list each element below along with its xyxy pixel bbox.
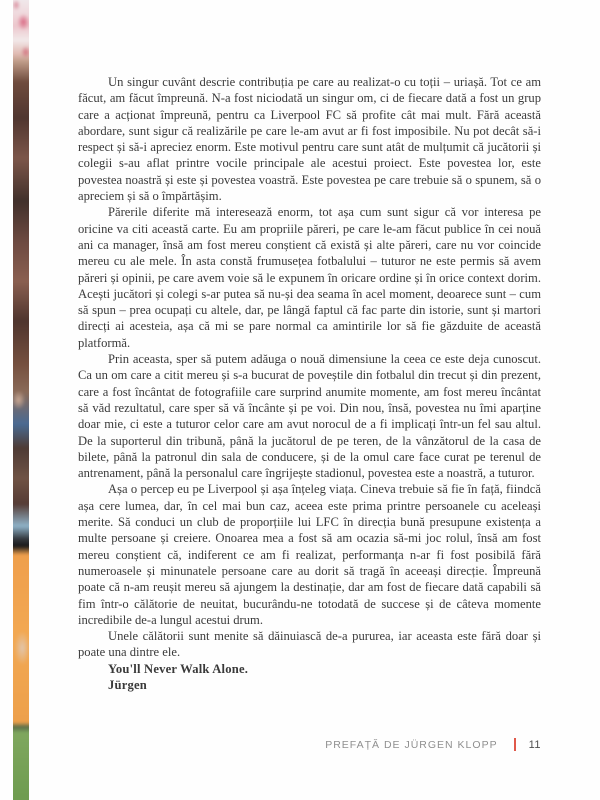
stadium-photo-strip-image bbox=[13, 0, 29, 800]
preface-paragraph-1: Un singur cuvânt descrie contribuția pe care au realizat-o cu toții – uriașă. Tot ce am făcut, am făcut împreună. N-a fost niciodată un singur om, ci de fiecare dată a fost un grup care a acționat împreună, pentru ca Liverpool FC să profite cât mai mult. Fără această abordare, sunt sigur că realizările pe care le-am avut ar fi fost imposibile. Nu pot decât să-i respect și să-i apreciez enorm. Este motivul pentru care sunt atât de mulțumit că jucătorii și colegii s-au aflat printre vocile principale ale acestui proiect. Este povestea lor, este povestea noastră și este și povestea voastră. Este povestea pe care trebuie să o spunem, să o apreciem și să o împărtășim. bbox=[78, 75, 541, 204]
page-footer bbox=[325, 738, 541, 751]
preface-paragraph-2: Părerile diferite mă interesează enorm, tot așa cum sunt sigur că vor interesa pe oricine va citi această carte. Eu am propriile păreri, pe care le-am făcut publice în cei nouă ani ca manager, însă am fost mereu conștient că există și alte păreri, care nu vor coincide mereu cu ale mele. În asta constă frumusețea fotbalului – tuturor ne este permis să avem păreri și opinii, pe care avem voie să le expunem în oricare ordine și în orice context dorim. Acești jucători și colegi s-ar putea să nu-și dea seama în acel moment, deoarece sunt – cum să spun – prea ocupați cu altele, dar, pe lângă faptul că fac parte din istorie, sunt și martori direcți ai acesteia, așa că mi se pare normal ca amintirile lor să fie găzduite de această platformă. bbox=[78, 205, 541, 350]
signature-line-ynwa: You'll Never Walk Alone. bbox=[108, 661, 249, 676]
stadium-photo-strip bbox=[13, 0, 29, 800]
footer-chapter-label: PREFAȚĂ DE JÜRGEN KLOPP bbox=[325, 738, 498, 751]
page-number: 11 bbox=[528, 738, 541, 751]
preface-paragraph-5: Unele călătorii sunt menite să dăinuiască de-a pururea, iar aceasta este fără doar și poate una dintre ele. bbox=[78, 629, 541, 660]
preface-text-block bbox=[78, 74, 541, 693]
preface-paragraph-4: Așa o percep eu pe Liverpool și așa înțeleg viața. Cineva trebuie să fie în față, fiindcă așa cere lumea, dar, în cel mai bun caz, aceea este prima printre persoanele cu aceleași merite. Să conduci un club de proporțiile lui LFC în direcția bună presupune existența a multe persoane și creiere. Onoarea mea a fost să am ocazia să-mi joc rolul, însă am fost mereu conștient că, indiferent ce am fi realizat, performanța n-ar fi fost posibilă fără numeroasele și minunatele persoane care au dorit să tragă în aceeași direcție. Împreună poate că n-am reușit mereu să ajungem la destinație, dar am fost de fiecare dată capabili să fim într-o călătorie de neuitat, bucurându-ne totodată de succese și de câteva momente incredibile de-a lungul acestui drum. bbox=[78, 482, 541, 627]
preface-paragraph-3: Prin aceasta, sper să putem adăuga o nouă dimensiune la ceea ce este deja cunoscut. Ca un om care a citit mereu și s-a bucurat de poveștile din fotbalul din trecut și din prezent, care a fost încântat de fotografiile care surprind anumite momente, am fost mereu încântat să văd rezultatul, care sper să vă încânte și pe voi. Din nou, însă, povestea nu îmi aparține doar mie, ci este a tuturor celor care am avut norocul de a fi implicați într-un fel sau altul. De la suporterul din tribună, până la jucătorul de pe teren, de la vânzătorul de la casa de bilete, până la patronul din sala de conducere, și de la omul care face curat pe terenul de antrenament, până la personalul care îngrijește stadionul, povestea este a noastră, a tuturor. bbox=[78, 352, 541, 481]
footer-separator-bar bbox=[514, 738, 516, 751]
signature-line-name: Jürgen bbox=[108, 677, 147, 692]
